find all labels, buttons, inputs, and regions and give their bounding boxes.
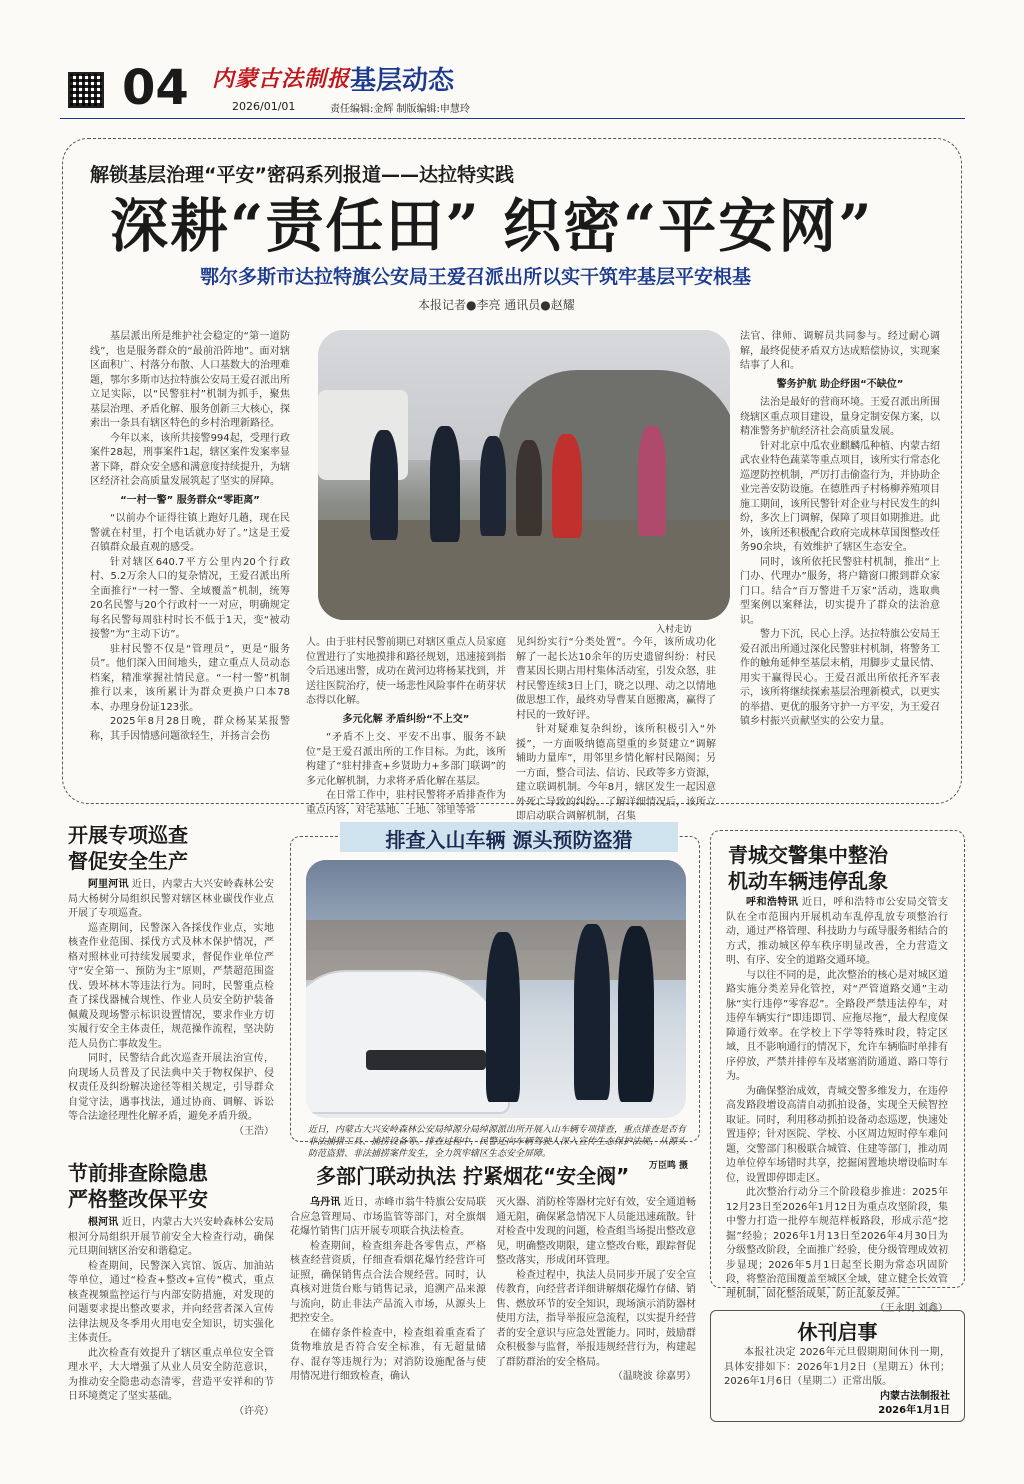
paragraph: 见纠纷实行“分类处置”。今年，该所成功化解了一起长达10余年的历史遗留纠纷：村民曹某因长期占用村集体活动室，引发众怒，驻村民警连续3日上门，晓之以理、动之以情地做思想工作，最终劝导曹某自愿搬离，赢得了村民的一致好评。 — [516, 637, 716, 721]
paragraph-text: 近日，内蒙古大兴安岭森林公安局根河分局组织开展节前安全大检查行动，确保元旦期间辖区治安和谐稳定。 — [68, 1217, 274, 1257]
title-line: 机动车辆违停乱象 — [728, 869, 888, 893]
bottom-article-title: 多部门联动执法 拧紧烟花“安全阀” — [316, 1164, 630, 1188]
author-signature: （王永明 刘鑫） — [874, 1303, 948, 1314]
paragraph: 此次整治行动分三个阶段稳步推进：2025年12月23日至2026年1月12日为重点攻坚阶段，集中警力打造一批停车规范样板路段，形成示范“挖掘”经验；2026年1月13日至2026年4月30日为分级整改阶段，全面推广经验，使分级管理成效初步显现；2026年5月1日起至长期为常态巩固阶段，将整治范围覆盖至城区全域，建立健全长效管理机制，固化整治成果，防止乱象反弹。 — [726, 1187, 948, 1300]
editors-line: 责任编辑:金辉 制版编辑:申慧玲 — [330, 104, 470, 115]
left-article-1-body — [68, 878, 274, 1139]
header-rule — [60, 118, 965, 119]
paragraph: 巡查期间，民警深入各採伐作业点，实地核查作业范围、採伐方式及林木保护情况，严格对照林业可持续发展要求，督促作业单位严守“安全第一、预防为主”原则，严禁超范围盗伐、毁坏林木等违法行为。同时，民警重点检查了採伐器械合规性、作业人员安全防护装备佩戴及现场警示标识设置情况，要求作业方切实履行安全主体责任，规范操作流程，坚决防范人员伤亡事故发生。 — [68, 922, 274, 1050]
section-title: 基层动态 — [350, 66, 455, 96]
paragraph — [68, 878, 274, 922]
paragraph: “矛盾不上交、平安不出事、服务不缺位”是王爱召派出所的工作目标。为此，该所构建了“驻村排查+乡贤助力+多部门联调”的多元化解机制，力求将矛盾化解在基层。 — [306, 732, 506, 787]
notice-date: 2026年1月1日 — [878, 1405, 950, 1416]
paragraph: 为确保整治成效，青城交警多维发力，在违停高发路段增设高清自动抓拍设备，实现全天候智控取证。同时，利用移动抓拍设备动态巡逻，快速处置违停；针对医院、学校、小区周边短时停车难问题，交警部门积极联合城管、住建等部门，推动周边单位停车场错时共享，挖掘闲置地块增设临时车位，设置即停即走区。 — [726, 1085, 948, 1184]
paragraph: 检查期间，检查组奔赴各零售点，严格核查经营资质，仔细查看烟花爆竹经营许可证照，确保销售点合法合规经营。同时，认真核对进货台账与销售记录，追溯产品来源与流向，防止非法产品流入市场，从源头上把控安全。 — [290, 1240, 486, 1324]
photo-caption: 入村走访 — [656, 625, 693, 635]
paragraph — [290, 1196, 486, 1240]
paragraph — [726, 896, 948, 969]
paragraph: 检查过程中，执法人员同步开展了安全宣传教育，向经营者详细讲解烟花爆竹存储、销售、燃放环节的安全知识，现场演示消防器材使用方法，指导举报应急流程，以实提升经营者的安全意识与应急处置能力。同时，鼓励群众积极参与监督，举报违规经营行为，构建起了群防群治的安全格局。 — [496, 1269, 696, 1368]
main-col-2 — [306, 636, 506, 818]
title-line: 节前排查除隐患 — [68, 1161, 208, 1185]
main-col-4 — [740, 330, 940, 730]
caption-text: 近日，内蒙古大兴安岭森林公安局绰源分局绰源派出所开展入山车辆专项排查，重点排查是否有非法捕猎工具、捕捞设备等。排查过程中，民警还向车辆驾驶人深入宣传生态保护法规，从源头防范盗猎、非法捕捞案件发生，全力筑牢辖区生态安全屏障。 — [308, 1125, 687, 1159]
paragraph: 检查期间，民警深入宾馆、饭店、加油站等单位，通过“检查+整改+宣传”模式，重点核查视频监控运行与内部安防措施，对发现的问题要求提出整改要求，并向经营者深入宣传法律法规及冬季用火用电安全知识，切实强化主体责任。 — [68, 1260, 274, 1344]
issue-date: 2026/01/01 — [232, 100, 296, 113]
paragraph: 在储存条件检查中，检查组着重查看了货物堆放是否符合安全标准，有无超量储存、混存等违规行为；对消防设施配备与使用情况进行细致检查，确认 — [290, 1327, 486, 1382]
main-col-1 — [90, 330, 290, 744]
photo-credit: 万臣鸣 摄 — [648, 1161, 688, 1171]
left-article-2-title — [68, 1160, 208, 1212]
right-article-body — [726, 896, 948, 1317]
paragraph: 驻村民警不仅是“管理员”，更是“服务员”。他们深入田间地头，建立重点人员动态档案，精准掌握社情民意。“一村一警”机制推行以来，该所累计为群众更换户口本78本、办理身份证123张。 — [90, 643, 290, 713]
dateline: 乌丹讯 — [310, 1197, 341, 1208]
right-article-title — [728, 842, 888, 894]
left-article-1-title — [68, 822, 188, 874]
notice-title: 休刊启事 — [797, 1320, 878, 1344]
subheading: 警务护航 助企纾困“不缺位” — [776, 378, 904, 390]
main-kicker: 解锁基层治理“平安”密码系列报道——达拉特实践 — [90, 164, 514, 186]
paragraph: 与以往不同的是，此次整治的核心是对城区道路实施分类差异化管控，对“严管道路交通”主动脉“实行违停”零容忍”。全路段严禁违法停车，对违停车辆实行“即违即罚、应拖尽拖”，最大程度保障通行效率。在学校上下学等特殊时段，特定区域，且不影响通行的情况下，允许车辆临时单排有序停放，严禁并排停车及堵塞消防通道、路口等行为。 — [726, 969, 948, 1082]
paragraph: 在日常工作中，驻村民警将矛盾排查作为重点内容，对宅基地、土地、邻里等常 — [306, 790, 506, 816]
main-subheadline: 鄂尔多斯市达拉特旗公安局王爱召派出所以实干筑牢基层平安根基 — [200, 266, 752, 288]
main-headline: 深耕“责任田” 织密“平安网” — [110, 192, 874, 260]
main-byline: 本报记者●李亮 通讯员●赵耀 — [418, 298, 575, 312]
paragraph: 基层派出所是维护社会稳定的“第一道防线”，也是服务群众的“最前沿阵地”。面对辖区面积广、村落分布散、人口基数大的治理难题，鄂尔多斯市达拉特旗公安局王爱召派出所立足实际，以“民警驻村”机制为抓手，聚焦基层治理、矛盾化解、服务创新三大核心，探索出一条具有辖区特色的乡村治理新路径。 — [90, 331, 290, 429]
notice-body — [724, 1346, 950, 1419]
main-col-3 — [516, 636, 716, 825]
paragraph: 针对疑难复杂纠纷，该所积极引入“外援”，一方面吸纳德高望重的乡贤建立“调解辅助力量库”，用邻里乡情化解村民隔阂；另一方面，整合司法、信访、民政等多方资源，建立联调机制。今年8月，辖区发生一起因意外死亡导致的纠纷。了解详细情况后，该所立即启动联合调解机制，召集 — [516, 724, 716, 822]
qr-code-icon — [68, 72, 104, 108]
bottom-article-col-1 — [290, 1196, 486, 1385]
paragraph: 此次检查有效提升了辖区重点单位安全管理水平，大大增强了从业人员安全防范意识，为推动安全隐患动态清零，营造平安祥和的节日环境奠定了坚实基础。 — [68, 1347, 274, 1402]
author-signature: （王浩） — [234, 1125, 274, 1137]
title-line: 督促安全生产 — [68, 849, 188, 873]
subheading: “一村一警” 服务群众“零距离” — [120, 494, 260, 506]
village-visit-photo — [318, 330, 730, 620]
paper-logo: 内蒙古法制报 — [212, 66, 351, 92]
notice-org: 内蒙古法制报社 — [880, 1390, 950, 1402]
dateline: 呼和浩特讯 — [746, 897, 799, 908]
paragraph: 今年以来，该所共接警994起，受理行政案件28起，刑事案件1起，辖区案件发案率显著下降，群众安全感和满意度持续提升，为辖区经济社会高质量发展筑起了坚实的屏障。 — [90, 432, 290, 487]
paragraph-text: 近日，呼和浩特市公安局交管支队在全市范围内开展机动车乱停乱放专项整治行动，通过严格管理、科技助力与疏导服务相结合的方式，推动城区停车秩序明显改善，全力营造文明、有序、安全的道路交通环境。 — [726, 897, 949, 966]
bottom-article-col-2 — [496, 1196, 696, 1385]
mid-article-title: 排查入山车辆 源头预防盗猎 — [385, 828, 633, 852]
vehicle-check-photo — [306, 860, 686, 1118]
paragraph: 警力下沉，民心上浮。达拉特旗公安局王爱召派出所通过深化民警驻村机制，将警务工作的触角延伸至基层末梢，用脚步丈量民情、用实干赢得民心。王爱召派出所依托齐军表示，该所将继续探索基层治理新模式，以更实的举措、更优的服务守护一方平安，为王爱召镇乡村振兴贡献坚实的公安力量。 — [740, 629, 940, 727]
author-signature: （许亮） — [234, 1405, 274, 1417]
title-line: 严格整改保平安 — [68, 1187, 208, 1211]
author-signature: （温晓波 徐嘉男） — [612, 1371, 696, 1382]
title-line: 青城交警集中整治 — [728, 843, 888, 867]
paragraph-text: 近日，赤峰市翁牛特旗公安局联合应急管理局、市场监管等部门，对全旗烟花爆竹销售门店开展专项联合执法检查。 — [290, 1197, 487, 1237]
paragraph: 针对北京中瓜农业麒麟瓜种植、内蒙古绍武农业特色蔬菜等重点项目，该所实行常态化巡逻防控机制，严厉打击偷盗行为，并协助企业完善安防设施。在德胜西子村杨柳养殖项目施工期间，该所民警针对企业与村民发生的纠纷，多次上门调解，保障了项目如期推进。此外，该所还积极配合政府完成林草国图整改任务90余块，有效维护了辖区生态安全。 — [740, 440, 940, 553]
paragraph: 法官、律师、调解员共同参与。经过耐心调解，最终促使矛盾双方达成赔偿协议，实现案结事了人和。 — [740, 331, 940, 371]
subheading: 多元化解 矛盾纠纷“不上交” — [342, 713, 470, 725]
paragraph: 针对辖区640.7平方公里内20个行政村、5.2万余人口的复杂情况，王爱召派出所全面推行“一村一警、全域覆盖”机制，统筹20名民警与20个行政村一一对应，明确规定每名民警每周驻村时长不低于1天，变“被动接警”为“主动下访”。 — [90, 556, 290, 640]
paragraph: 同时，该所依托民警驻村机制，推出“上门办、代理办”服务，将户籍窗口搬到群众家门口。结合“百万警进千万家”活动，选取典型案例以案释法，切实提升了群众的法治意识。 — [740, 556, 940, 626]
dateline: 根河讯 — [88, 1217, 119, 1228]
paragraph-text: 近日，内蒙古大兴安岭森林公安局大杨树分局组织民警对辖区林业碳伐作业点开展了专项巡查。 — [68, 879, 274, 919]
paragraph: 本报社决定 2026年元旦假期期间休刊一期，具体安排如下：2026年1月2日（星期五）休刊；2026年1月6日（星期二）正常出版。 — [724, 1347, 950, 1387]
page-number: 04 — [122, 60, 189, 116]
paragraph: 同时，民警结合此次巡查开展法治宣传，向现场人员普及了民法典中关于物权保护、侵权责任及纠纷解决途径等相关规定，引导群众自觉守法，遇事找法，通过协商、调解、诉讼等合法途径理性化解矛盾，避免矛盾升级。 — [68, 1053, 274, 1122]
paragraph: 法治是最好的营商环境。王爱召派出所围绕辖区重点项目建设，量身定制安保方案，以精准警务护航经济社会高质量发展。 — [740, 397, 940, 437]
paragraph: 人。由于驻村民警前期已对辖区重点人员家庭位置进行了实地摸排和路径规划，迅速接到指令后迅速出警，成功在黄河边将杨某找到，并送往医院治疗，使一场悲性风险事件在萌芽状态得以化解。 — [306, 637, 506, 706]
paragraph: 灭火器、消防栓等器材完好有效，安全通道畅通无阻，确保紧急情况下人员能迅速疏散。针对检查中发现的问题，检查组当场提出整改意见，明确整改期限，建立整改台账，跟踪督促整改落实，形成闭环管理。 — [496, 1197, 696, 1266]
paragraph: “以前办个证得往镇上跑好几趟，现在民警就在村里，打个电话就办好了。”这是王爱召镇群众最直观的感受。 — [90, 513, 290, 553]
left-article-2-body — [68, 1216, 274, 1419]
paragraph: 2025年8月28日晚，群众杨某某报警称，其手因情感问题欲轻生，并扬言会伤 — [90, 716, 290, 742]
paragraph — [68, 1216, 274, 1260]
title-line: 开展专项巡查 — [68, 823, 188, 847]
dateline: 阿里河讯 — [88, 879, 129, 890]
